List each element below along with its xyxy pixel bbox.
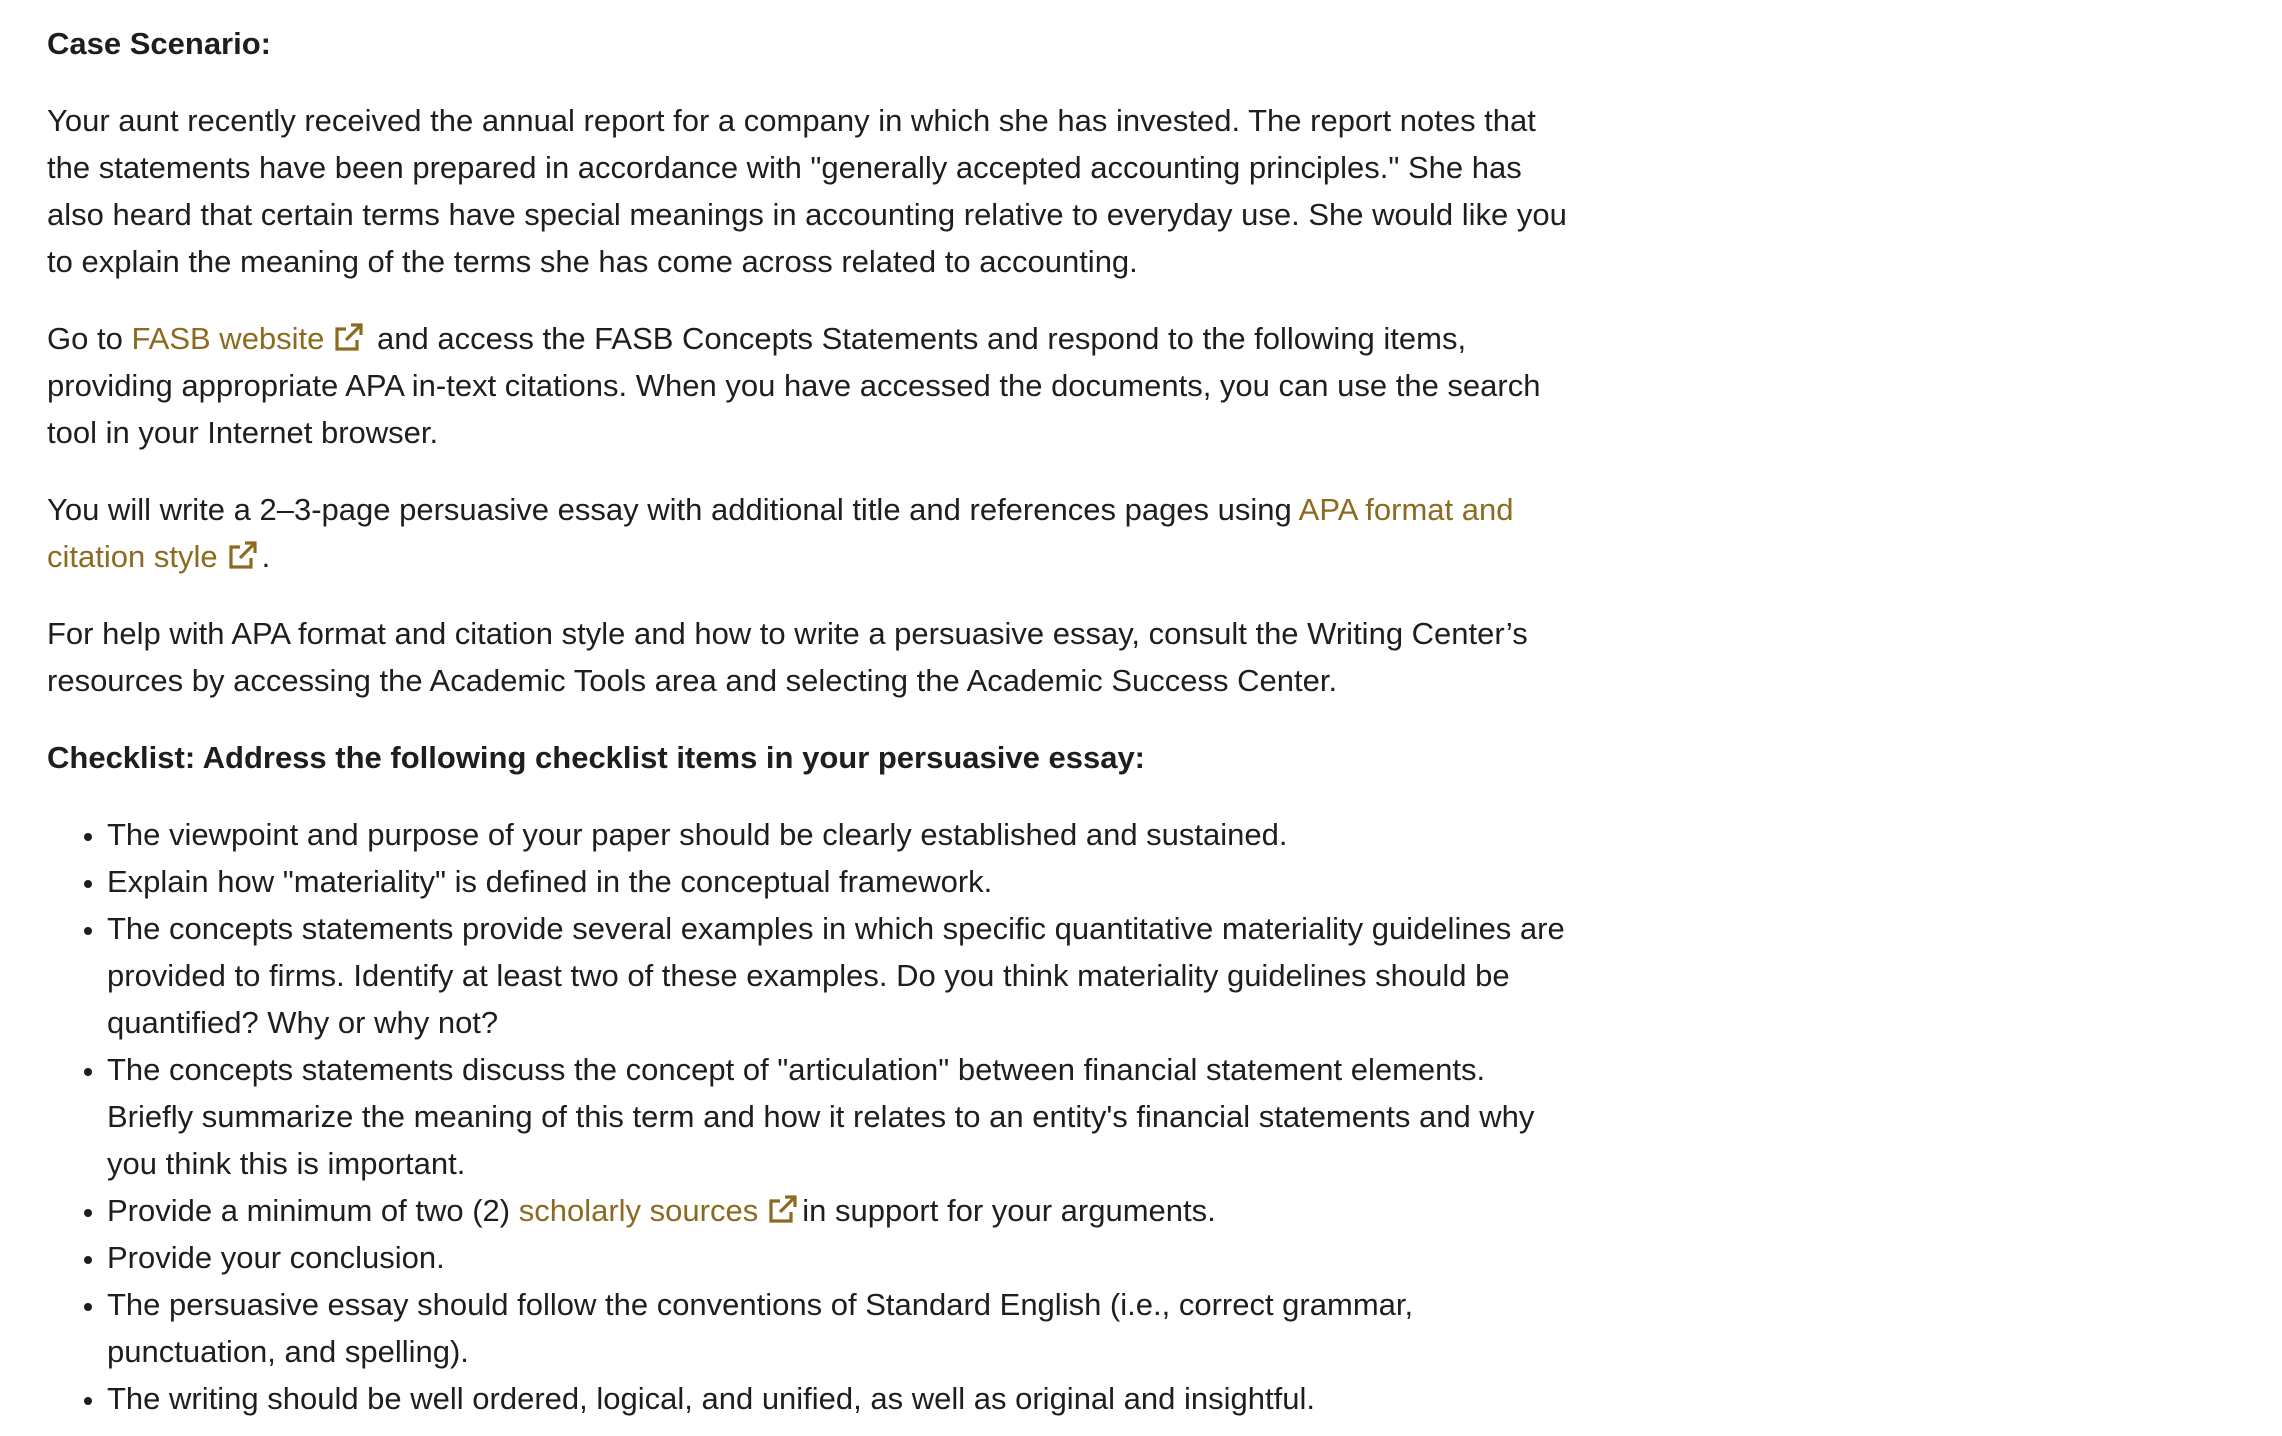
list-item-rest: in support for your arguments. — [802, 1193, 1216, 1228]
intro-paragraph: Your aunt recently received the annual report for a company in which she has invested. The report notes that the statements have been prepared in accordance with "generally accepted accounting principles." She has also heard that certain terms have special meanings in accounting relative to everyday use. She would like you to explain the meaning of the terms she has come across related to accounting. — [47, 103, 1567, 279]
external-link-icon — [332, 322, 364, 354]
list-item — [107, 1187, 1567, 1234]
essay-paragraph-lead: You will write a 2–3-page persuasive essay with additional title and references pages using — [47, 492, 1299, 527]
case-scenario-heading: Case Scenario: — [47, 26, 271, 61]
list-item: • The persuasive essay should follow the conventions of Standard English (i.e., correct grammar, punctuation, and spelling). — [107, 1281, 1567, 1375]
fasb-paragraph — [47, 315, 1567, 456]
fasb-paragraph-lead: Go to — [47, 321, 132, 356]
list-item: • The writing should be well ordered, logical, and unified, as well as original and insightful. — [107, 1375, 1567, 1422]
external-link-icon — [766, 1194, 798, 1226]
apa-format-link-text: APA format and citation style — [47, 492, 1514, 574]
external-link-icon — [226, 540, 258, 572]
list-item: • The concepts statements provide several examples in which specific quantitative materiality guidelines are provided to firms. Identify at least two of these examples. Do you think materiality guidelines should be quantified? Why or why not? — [107, 905, 1567, 1046]
list-item-lead: Provide a minimum of two (2) — [107, 1193, 519, 1228]
list-item: • The concepts statements discuss the concept of "articulation" between financial statement elements. Briefly summarize the meaning of this term and how it relates to an entity's financial statements and why you think this is important. — [107, 1046, 1567, 1187]
checklist-heading: Checklist: Address the following checklist items in your persuasive essay: — [47, 740, 1146, 775]
checklist — [47, 811, 1567, 1422]
list-item: • Explain how "materiality" is defined in the conceptual framework. — [107, 858, 1567, 905]
scholarly-sources-link-text: scholarly sources — [518, 1193, 759, 1228]
assignment-content — [47, 20, 1567, 1422]
essay-paragraph — [47, 486, 1567, 580]
fasb-website-link-text: FASB website — [131, 321, 325, 356]
fasb-paragraph-rest: and access the FASB Concepts Statements and respond to the following items, providing appropriate APA in-text citations. When you have accessed the documents, you can use the search tool in your Internet browser. — [47, 321, 1541, 450]
fasb-website-link[interactable] — [131, 321, 368, 356]
essay-paragraph-end: . — [261, 539, 271, 574]
list-item: • Provide your conclusion. — [107, 1234, 1567, 1281]
scholarly-sources-link[interactable] — [519, 1193, 802, 1228]
list-item: • The viewpoint and purpose of your paper should be clearly established and sustained. — [107, 811, 1567, 858]
help-paragraph: For help with APA format and citation style and how to write a persuasive essay, consult the Writing Center’s resources by accessing the Academic Tools area and selecting the Academic Success Center. — [47, 616, 1528, 698]
